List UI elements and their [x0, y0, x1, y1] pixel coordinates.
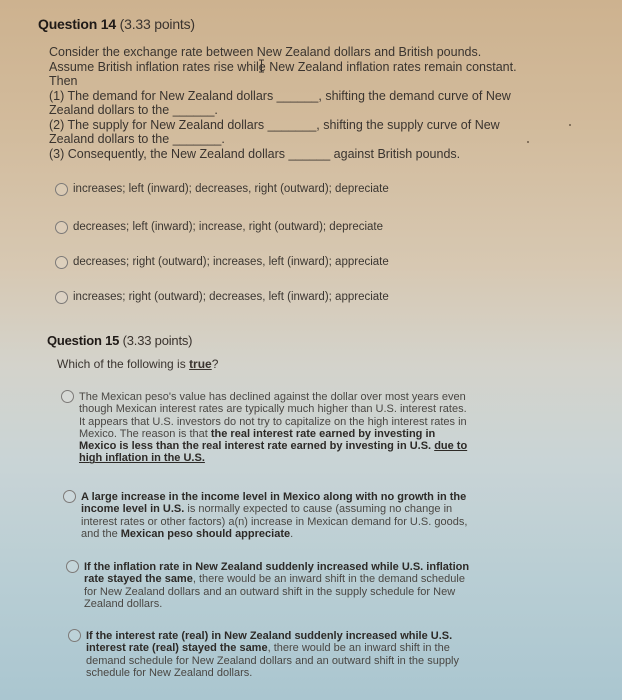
- question-points: (3.33 points): [119, 16, 195, 32]
- answer-option-4[interactable]: [68, 630, 481, 679]
- answer-option-4[interactable]: [55, 291, 389, 304]
- option-label: [81, 491, 476, 540]
- option-text-segment: If the interest rate (real) in New Zealand suddenly increased while U.S. interest rate (real) stayed the same: [86, 630, 453, 655]
- radio-button[interactable]: [55, 291, 68, 304]
- body-line: Zealand dollars to the _______.: [49, 132, 225, 146]
- question-15-title: [47, 333, 192, 348]
- radio-button[interactable]: [68, 629, 81, 642]
- option-text-segment: A large increase in the income level in Mexico along with no growth in the income level in U.S.: [81, 491, 467, 516]
- radio-button[interactable]: [55, 221, 68, 234]
- option-text-segment: is normally expected to cause (assuming no change in interest rates or other factors) a(n) increase in Mexican demand for U.S. goods, and the: [81, 503, 468, 540]
- radio-button[interactable]: [63, 490, 76, 503]
- radio-button[interactable]: [55, 256, 68, 269]
- option-text-segment: If the inflation rate in New Zealand suddenly increased while U.S. inflation rate stayed the same: [84, 561, 470, 586]
- prompt-emphasis: true: [189, 357, 212, 371]
- option-text-segment: .: [290, 527, 294, 540]
- option-text-segment: due to high inflation in the U.S.: [79, 440, 468, 465]
- answer-option-1[interactable]: [55, 183, 389, 196]
- body-line: (1) The demand for New Zealand dollars ______, shifting the demand curve of New: [49, 88, 511, 103]
- prompt-text: Which of the following is: [57, 357, 190, 371]
- option-label: [84, 561, 479, 610]
- radio-button[interactable]: [61, 390, 74, 403]
- answer-option-1[interactable]: [61, 391, 474, 465]
- body-line: (3) Consequently, the New Zealand dollars ______ against British pounds.: [49, 146, 461, 161]
- text-cursor-icon: [258, 59, 265, 73]
- question-14-body: [49, 45, 539, 161]
- screen-speck: [569, 124, 571, 126]
- radio-button[interactable]: [55, 183, 68, 196]
- answer-option-3[interactable]: [55, 256, 389, 269]
- question-number: Question 15: [47, 333, 120, 348]
- option-label: decreases; right (outward); increases, left (inward); appreciate: [73, 256, 389, 268]
- body-line: Assume British inflation rates rise while New Zealand inflation rates remain constant.: [49, 59, 517, 74]
- option-label: [86, 630, 481, 679]
- option-label: [79, 391, 474, 465]
- option-text-segment: , there would be an inward shift in the demand schedule for New Zealand dollars and an outward shift in the supply schedule for New Zealand dollars.: [86, 642, 460, 679]
- answer-option-2[interactable]: [63, 491, 476, 540]
- body-line: (2) The supply for New Zealand dollars _______, shifting the supply curve of New: [49, 117, 500, 132]
- option-text-segment: The Mexican peso's value has declined against the dollar over most years even though Mexican interest rates are typically much higher than U.S. interest rates. It appears that U.S. investors do not try to capitalize on the high interest rates in Mexico. The reason is that: [79, 391, 467, 440]
- answer-option-3[interactable]: [66, 561, 479, 610]
- radio-button[interactable]: [66, 560, 79, 573]
- body-line: Then: [49, 74, 78, 88]
- option-text-segment: Mexican peso should appreciate: [120, 527, 291, 540]
- option-text-segment: the real interest rate earned by investing in Mexico is less than the real interest rate earned by investing in U.S.: [79, 427, 436, 453]
- question-15-prompt: [57, 357, 218, 371]
- screen-speck: [527, 141, 529, 143]
- option-label: increases; right (outward); decreases, left (inward); appreciate: [73, 291, 389, 303]
- answer-option-2[interactable]: [55, 221, 383, 234]
- option-label: increases; left (inward); decreases, right (outward); depreciate: [73, 183, 389, 195]
- body-line: Consider the exchange rate between New Zealand dollars and British pounds.: [49, 45, 482, 59]
- question-number: Question 14: [38, 16, 116, 32]
- option-text-segment: , there would be an inward shift in the demand schedule for New Zealand dollars and an outward shift in the supply schedule for New Zealand dollars.: [84, 573, 465, 610]
- question-points: (3.33 points): [122, 333, 193, 348]
- option-label: decreases; left (inward); increase, right (outward); depreciate: [73, 221, 384, 233]
- prompt-punct: ?: [211, 357, 219, 371]
- question-14-title: [38, 16, 195, 32]
- body-line: Zealand dollars to the ______.: [49, 103, 218, 117]
